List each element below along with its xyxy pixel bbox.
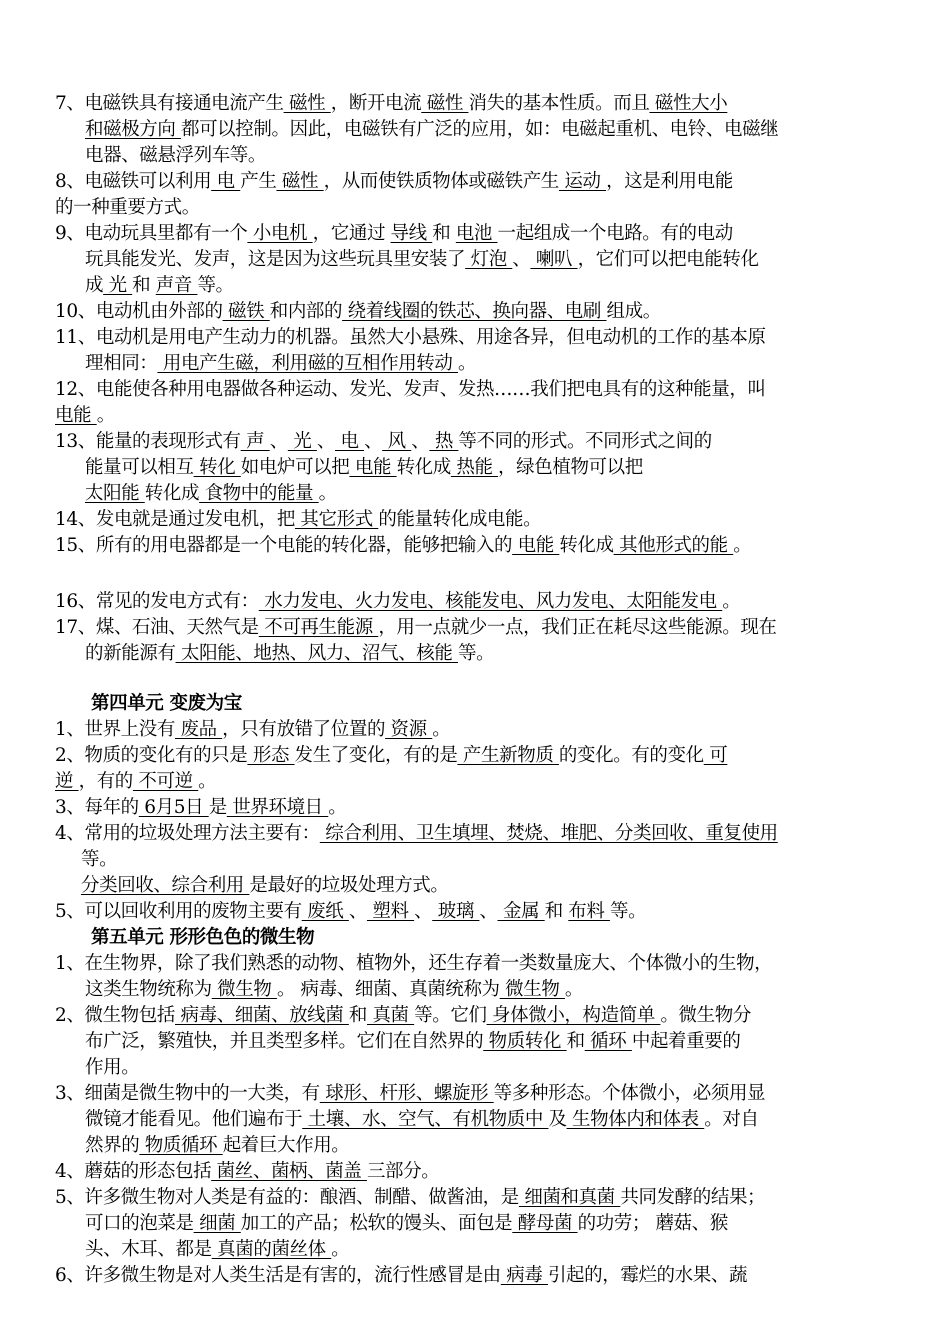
answer-blank: 热	[429, 431, 459, 452]
question-text: 都可以控制。因此，电磁铁有广泛的应用，如：电磁起重机、电铃、电磁继	[180, 119, 779, 140]
question-text: 5、许多微生物对人类是有益的：酿酒、制醋、做酱油，是	[55, 1187, 519, 1208]
section-heading	[91, 926, 314, 950]
question-text: 可口的泡菜是	[85, 1213, 194, 1234]
question-text: 等。	[609, 901, 647, 922]
answer-blank: 电池	[455, 223, 498, 244]
answer-blank: 磁性	[276, 171, 324, 192]
text-line	[55, 378, 766, 402]
question-text: 发生了变化，有的是	[294, 745, 458, 766]
question-text: 布广泛，繁殖快，并且类型多样。它们在自然界的	[85, 1031, 484, 1052]
question-text: 转化成	[559, 535, 614, 556]
question-text: 12、电能使各种用电器做各种运动、发光、发声、发热……我们把电具有的这种能量，叫	[55, 379, 766, 400]
question-text: 的功劳； 蘑菇、猴	[577, 1213, 728, 1234]
answer-blank: 光	[287, 431, 317, 452]
answer-blank: 菌丝、菌柄、菌盖	[211, 1161, 367, 1182]
answer-blank: 玻璃	[432, 901, 480, 922]
text-line	[55, 222, 733, 246]
question-text: ，用一点就少一点，我们正在耗尽这些能源。现在	[378, 617, 777, 638]
text-line	[55, 534, 751, 558]
question-text: ，有的	[78, 771, 133, 792]
question-text: 4、蘑菇的形态包括	[55, 1161, 212, 1182]
text-line	[85, 352, 476, 376]
answer-blank: 布料	[568, 901, 610, 922]
question-text: 2、微生物包括	[55, 1005, 175, 1026]
answer-blank: 物质转化	[483, 1031, 567, 1052]
text-line	[81, 874, 449, 898]
question-text: 3、细菌是微生物中的一大类，有	[55, 1083, 320, 1104]
text-line	[55, 1082, 765, 1106]
question-text: 等。	[457, 643, 495, 664]
question-text: 4、常用的垃圾处理方法主要有：	[55, 823, 320, 844]
answer-blank: 可	[703, 745, 728, 766]
question-text: 的新能源有	[85, 643, 176, 664]
text-line	[85, 144, 266, 168]
answer-blank: 电能	[55, 405, 97, 426]
question-text: 一起组成一个电路。有的电动	[497, 223, 733, 244]
answer-blank: 太阳能、地热、风力、沼气、核能	[175, 643, 458, 664]
text-line	[55, 1004, 751, 1028]
question-text: 的能量转化成电能。	[378, 509, 542, 530]
question-text: 这类生物统称为	[85, 979, 212, 1000]
question-text: 。微生物分	[660, 1005, 751, 1026]
question-text: 3、每年的	[55, 797, 139, 818]
answer-blank: 电	[335, 431, 365, 452]
answer-blank: 6月5日	[138, 797, 209, 818]
answer-blank: 其它形式	[294, 509, 379, 530]
answer-blank: 导线	[390, 223, 433, 244]
text-line	[85, 118, 778, 142]
answer-blank: 磁性	[421, 93, 469, 114]
answer-blank: 资源	[385, 719, 433, 740]
question-text: 、	[364, 431, 383, 452]
text-line	[85, 1030, 740, 1054]
question-text: 、	[348, 901, 367, 922]
question-text: 产生	[240, 171, 277, 192]
question-text: 加工的产品；松软的馒头、面包是	[240, 1213, 513, 1234]
text-line	[55, 590, 740, 614]
question-text: 和	[348, 1005, 367, 1026]
answer-blank: 电	[211, 171, 241, 192]
question-text: 和	[432, 223, 456, 244]
question-text: 等。	[197, 275, 234, 296]
text-line	[55, 744, 727, 768]
answer-blank: 病毒	[500, 1265, 548, 1286]
question-text: 。	[564, 979, 584, 1000]
answer-blank: 风	[382, 431, 412, 452]
answer-blank: 身体微小，构造简单	[486, 1005, 661, 1026]
question-text: 中起着重要的	[631, 1031, 741, 1052]
question-text: ，断开电流	[330, 93, 422, 114]
answer-blank: 金属	[497, 901, 545, 922]
answer-blank: 废品	[174, 719, 223, 740]
question-text: 。	[733, 535, 752, 556]
answer-blank: 产生新物质	[457, 745, 559, 766]
question-text: 。对自	[704, 1109, 759, 1130]
text-line	[55, 404, 115, 428]
question-text: 三部分。	[366, 1161, 440, 1182]
answer-blank: 喇叭	[530, 249, 578, 270]
text-line	[85, 1238, 349, 1262]
answer-blank: 磁铁	[222, 301, 270, 322]
answer-blank: 光	[103, 275, 133, 296]
answer-blank: 水力发电、火力发电、核能发电、风力发电、太阳能发电	[258, 591, 723, 612]
question-text: 。	[198, 771, 217, 792]
answer-blank: 绕着线圈的铁芯、换向器、电刷	[342, 301, 607, 322]
question-text: 头、木耳、都是	[85, 1239, 212, 1260]
answer-blank: 微生物	[211, 979, 277, 1000]
question-text: 5、可以回收利用的废物主要有	[55, 901, 302, 922]
text-line	[85, 1212, 728, 1236]
question-text: 消失的基本性质。而且	[468, 93, 650, 114]
answer-blank: 微生物	[499, 979, 565, 1000]
answer-blank: 塑料	[366, 901, 415, 922]
question-text: 等不同的形式。不同形式之间的	[458, 431, 712, 452]
text-line	[55, 900, 646, 924]
answer-blank: 磁性	[283, 93, 331, 114]
text-line	[55, 718, 450, 742]
question-text: 微镜才能看见。他们遍布于	[85, 1109, 303, 1130]
question-text: 是最好的垃圾处理方式。	[249, 875, 449, 896]
question-text: 17、煤、石油、天然气是	[55, 617, 259, 638]
answer-blank: 用电产生磁，利用磁的互相作用转动	[157, 353, 458, 374]
question-text: 的变化。有的变化	[558, 745, 704, 766]
question-text: 电器、磁悬浮列车等。	[85, 145, 267, 166]
text-line	[85, 456, 643, 480]
question-text: 引起的，霉烂的水果、蔬	[547, 1265, 748, 1286]
question-text: 1、世界上没有	[55, 719, 175, 740]
question-text: 、	[316, 431, 335, 452]
text-line	[85, 1134, 349, 1158]
text-line	[85, 978, 583, 1002]
answer-blank: 热能	[450, 457, 499, 478]
question-text: 。 病毒、细菌、真菌统称为	[276, 979, 500, 1000]
question-text: 理相同：	[85, 353, 158, 374]
text-line	[55, 196, 200, 220]
question-text: 、	[512, 249, 531, 270]
question-text: 是	[208, 797, 227, 818]
answer-blank: 物质循环	[139, 1135, 223, 1156]
text-line	[55, 616, 777, 640]
answer-blank: 和磁极方向	[85, 119, 181, 140]
question-text: 10、电动机由外部的	[55, 301, 223, 322]
question-text: 和	[544, 901, 569, 922]
answer-blank: 土壤、水、空气、有机物质中	[302, 1109, 549, 1130]
text-line	[85, 274, 234, 298]
question-text: ，绿色植物可以把	[498, 457, 643, 478]
text-line	[55, 326, 766, 350]
question-text: 第四单元 变废为宝	[91, 693, 242, 714]
text-line	[55, 430, 712, 454]
question-text: 、	[269, 431, 288, 452]
answer-blank: 病毒、细菌、放线菌	[174, 1005, 349, 1026]
question-text: 第五单元 形形色色的微生物	[91, 927, 315, 948]
question-text: 转化成	[396, 457, 451, 478]
answer-blank: 运动	[558, 171, 607, 192]
question-text: 如电炉可以把	[240, 457, 350, 478]
answer-blank: 酵母菌	[512, 1213, 578, 1234]
answer-blank: 生物体内和体表	[566, 1109, 705, 1130]
text-line	[85, 482, 337, 506]
text-line	[55, 1186, 765, 1210]
answer-blank: 电能	[512, 535, 560, 556]
text-line	[85, 1108, 759, 1132]
question-text: 15、所有的用电器都是一个电能的转化器，能够把输入的	[55, 535, 513, 556]
question-text: 2、物质的变化有的只是	[55, 745, 248, 766]
question-text: ，它们可以把电能转化	[577, 249, 759, 270]
question-text: ，这是利用电能	[606, 171, 733, 192]
question-text: 9、电动玩具里都有一个	[55, 223, 248, 244]
answer-blank: 世界环境日	[226, 797, 329, 818]
question-text: 11、电动机是用电产生动力的机器。虽然大小悬殊、用途各异，但电动机的工作的基本原	[55, 327, 766, 348]
question-text: 组成。	[606, 301, 661, 322]
question-text: 等。	[81, 849, 118, 870]
answer-blank: 声音	[155, 275, 198, 296]
answer-blank: 灯泡	[465, 249, 513, 270]
question-text: 、	[479, 901, 498, 922]
text-line	[55, 952, 772, 976]
question-text: 。	[328, 797, 347, 818]
answer-blank: 细菌和真菌	[518, 1187, 621, 1208]
text-line	[55, 170, 733, 194]
text-line	[55, 1160, 439, 1184]
question-text: ，从而使铁质物体或磁铁产生	[323, 171, 559, 192]
answer-blank: 循环	[584, 1031, 632, 1052]
question-text: 7、电磁铁具有接通电流产生	[55, 93, 284, 114]
question-text: ，只有放错了位置的	[222, 719, 386, 740]
question-text: 及	[548, 1109, 567, 1130]
text-line	[55, 796, 346, 820]
question-text: 14、发电就是通过发电机，把	[55, 509, 295, 530]
answer-blank: 形态	[247, 745, 295, 766]
question-text: 13、能量的表现形式有	[55, 431, 241, 452]
answer-blank: 分类回收、综合利用	[81, 875, 250, 896]
answer-blank: 小电机	[247, 223, 313, 244]
answer-blank: 球形、杆形、螺旋形	[319, 1083, 494, 1104]
question-text: 玩具能发光、发声，这是因为这些玩具里安装了	[85, 249, 466, 270]
answer-blank: 太阳能	[85, 483, 145, 504]
text-line	[55, 822, 778, 846]
text-line	[85, 1056, 139, 1080]
text-line	[85, 248, 759, 272]
question-text: 和	[132, 275, 156, 296]
question-text: 6、许多微生物是对人类生活是有害的，流行性感冒是由	[55, 1265, 501, 1286]
question-text: 。	[722, 591, 741, 612]
answer-blank: 声	[240, 431, 270, 452]
answer-blank: 综合利用、卫生填埋、焚烧、堆肥、分类回收、重复使用	[319, 823, 778, 844]
question-text: 16、常见的发电方式有：	[55, 591, 259, 612]
text-line	[55, 508, 541, 532]
answer-blank: 逆	[55, 771, 79, 792]
answer-blank: 磁性大小	[649, 93, 728, 114]
answer-blank: 真菌	[366, 1005, 415, 1026]
answer-blank: 细菌	[193, 1213, 241, 1234]
question-text: 8、电磁铁可以利用	[55, 171, 212, 192]
text-line	[85, 642, 494, 666]
question-text: 。	[331, 1239, 350, 1260]
question-text: 、	[414, 901, 433, 922]
question-text: 然界的	[85, 1135, 140, 1156]
answer-blank: 食物中的能量	[199, 483, 319, 504]
answer-blank: 电能	[349, 457, 397, 478]
question-text: ，它通过	[312, 223, 391, 244]
answer-blank: 不可逆	[132, 771, 199, 792]
question-text: 转化成	[144, 483, 200, 504]
text-line	[55, 770, 216, 794]
question-text: 作用。	[85, 1057, 140, 1078]
question-text: 、	[411, 431, 430, 452]
question-text: 等多种形态。个体微小，必须用显	[493, 1083, 766, 1104]
answer-blank: 废纸	[301, 901, 349, 922]
question-text: 。	[96, 405, 115, 426]
answer-blank: 真菌的菌丝体	[211, 1239, 332, 1260]
question-text: 起着巨大作用。	[222, 1135, 350, 1156]
text-line	[81, 848, 117, 872]
question-text: 成	[85, 275, 104, 296]
question-text: 。	[432, 719, 451, 740]
question-text: 和内部的	[269, 301, 343, 322]
question-text: 1、在生物界，除了我们熟悉的动物、植物外，还生存着一类数量庞大、个体微小的生物，	[55, 953, 773, 974]
text-line	[55, 300, 661, 324]
question-text: 等。它们	[414, 1005, 487, 1026]
answer-blank: 不可再生能源	[258, 617, 379, 638]
question-text: 。	[457, 353, 477, 374]
answer-blank: 其他形式的能	[613, 535, 734, 556]
text-line	[55, 1264, 747, 1288]
question-text: 。	[318, 483, 337, 504]
text-line	[55, 92, 727, 116]
question-text: 能量可以相互	[85, 457, 194, 478]
section-heading	[91, 692, 242, 716]
question-text: 的一种重要方式。	[55, 197, 200, 218]
answer-blank: 转化	[193, 457, 241, 478]
question-text: 共同发酵的结果；	[620, 1187, 766, 1208]
question-text: 和	[566, 1031, 585, 1052]
